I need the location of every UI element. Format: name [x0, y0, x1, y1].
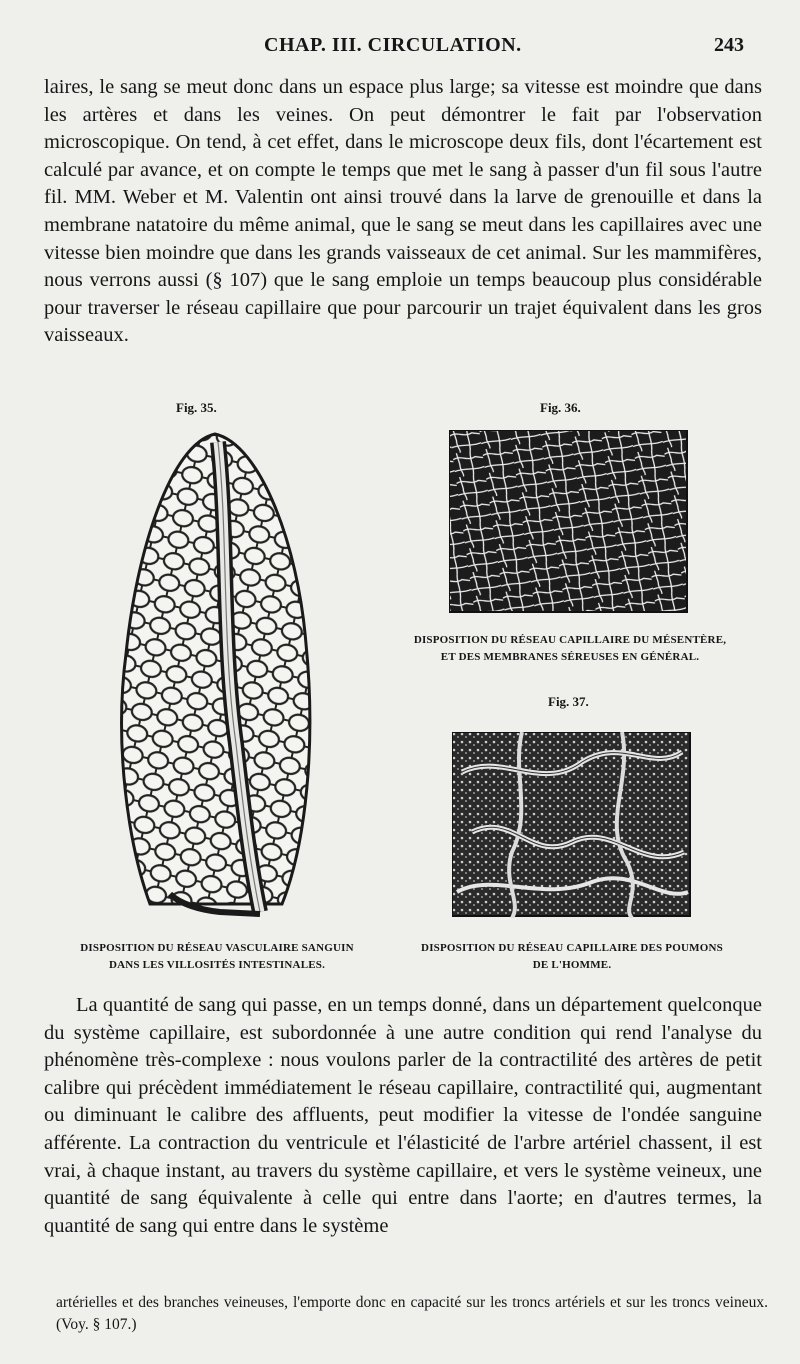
- footnote: artérielles et des branches veineuses, l'emporte donc en capacité sur les troncs artériels et sur les troncs veineux. (Voy. § 107.): [56, 1294, 768, 1333]
- fig35-caption-line2: DANS LES VILLOSITÉS INTESTINALES.: [108, 959, 326, 971]
- body-paragraph-2: La quantité de sang qui passe, en un temps donné, dans un département quelconque du système capillaire, est subordonnée à une autre condition qui rend l'analyse du phénomène très-complexe : nous voulons parler de la contractilité des artères de petit calibre qui précèdent immédiatement le réseau capillaire, contractilité qui, augmentant ou diminuant le calibre des affluents, peut modifier la vitesse de l'ondée sanguine afférente. La contraction du ventricule et l'élasticité de l'arbre artériel chassent, il est vrai, à chaque instant, au travers du système capillaire, et vers le système veineux, une quantité de sang équivalente à celle qui entre dans l'aorte; en d'autres termes, la quantité de sang qui entre dans le système: [44, 994, 762, 1237]
- page-number: 243: [714, 34, 744, 56]
- fig36-caption: [384, 632, 756, 666]
- fig37-caption: [396, 940, 748, 974]
- fig37-caption-line1: DISPOSITION DU RÉSEAU CAPILLAIRE DES POUMONS: [421, 942, 723, 954]
- fig35-label: Fig. 35.: [176, 400, 217, 415]
- fig35-illustration: [110, 424, 320, 924]
- fig37-label: Fig. 37.: [548, 694, 589, 709]
- fig37-caption-line2: DE L'HOMME.: [532, 959, 612, 971]
- fig37-illustration: [452, 732, 692, 918]
- fig36-caption-line2: ET DES MEMBRANES SÉREUSES EN GÉNÉRAL.: [440, 651, 700, 663]
- running-title: CHAP. III. CIRCULATION.: [264, 34, 522, 56]
- fig36-label: Fig. 36.: [540, 400, 581, 415]
- fig35-caption-line1: DISPOSITION DU RÉSEAU VASCULAIRE SANGUIN: [80, 942, 354, 954]
- fig36-caption-line1: DISPOSITION DU RÉSEAU CAPILLAIRE DU MÉSENTÈRE,: [413, 634, 727, 646]
- fig35-caption: [50, 940, 384, 974]
- body-paragraph-1: laires, le sang se meut donc dans un espace plus large; sa vitesse est moindre que dans les artères et dans les veines. On peut démontrer le fait par l'observation microscopique. On tend, à cet effet, dans le microscope deux fils, dont l'écartement est calculé par avance, et on compte le temps que met le sang à passer d'un fil sous l'autre fil. MM. Weber et M. Valentin ont ainsi trouvé dans la larve de grenouille et dans la membrane natatoire du même animal, que le sang se meut dans les capillaires avec une vitesse bien moindre que dans les grands vaisseaux de cet animal. Sur les mammifères, nous verrons aussi (§ 107) que le sang emploie un temps beaucoup plus considérable pour traverser le réseau capillaire que pour parcourir un trajet équivalent dans les gros vaisseaux.: [44, 76, 762, 347]
- page-header: [44, 34, 744, 64]
- fig36-illustration: [449, 430, 689, 614]
